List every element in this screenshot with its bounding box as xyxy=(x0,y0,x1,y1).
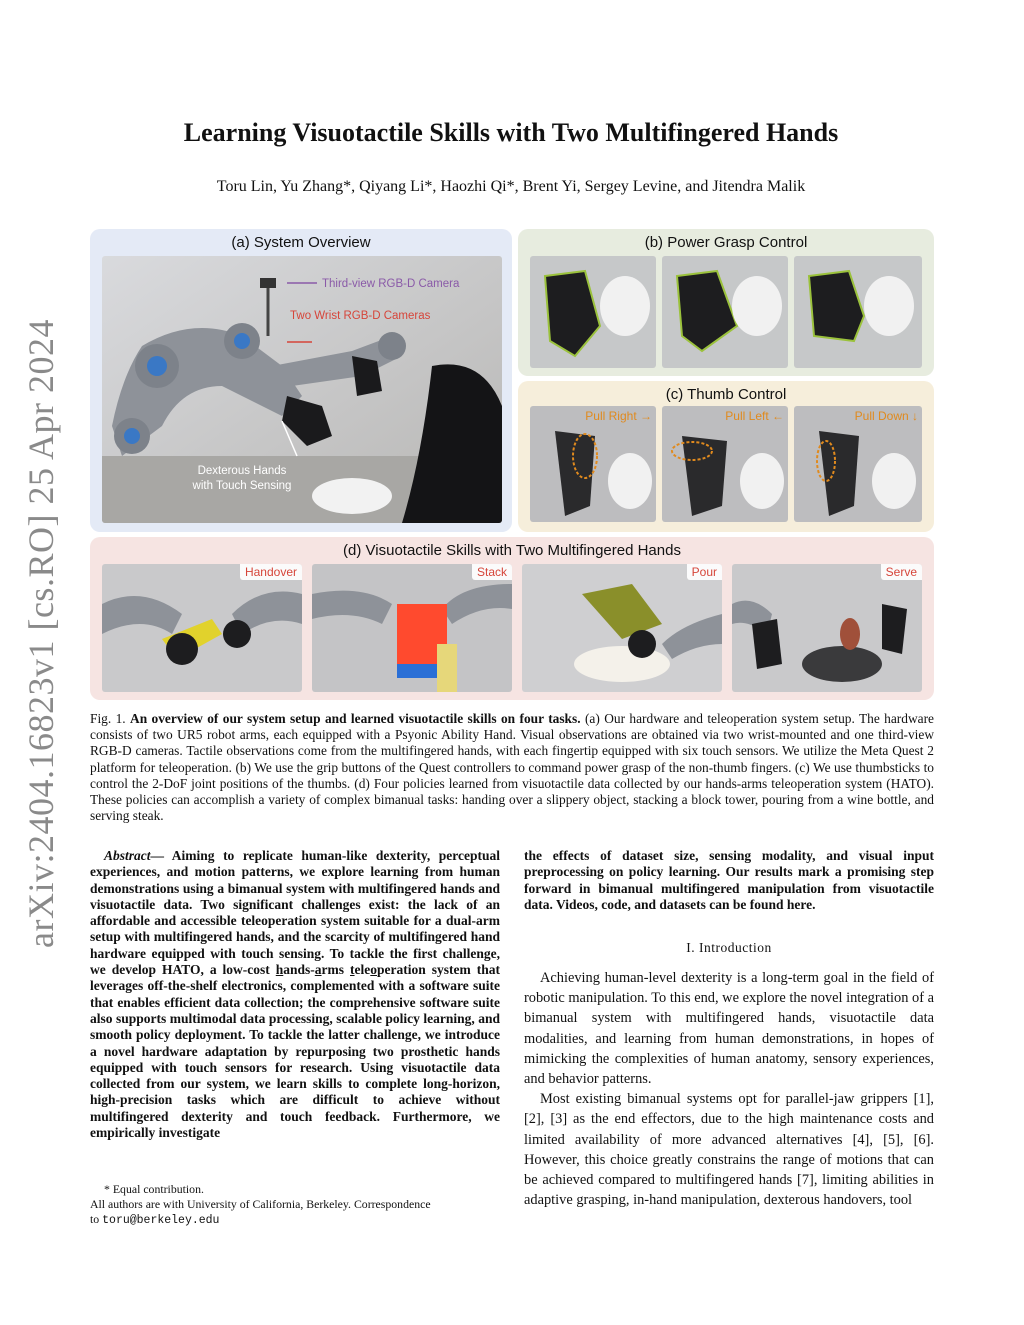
footnote-email[interactable]: toru@berkeley.edu xyxy=(102,1214,220,1227)
panel-b-title: (b) Power Grasp Control xyxy=(644,234,808,251)
thumb-photo-2 xyxy=(662,406,788,522)
footnote-equal: * Equal contribution. xyxy=(104,1182,204,1196)
tag-pull-left: Pull Left ← xyxy=(725,409,784,423)
caption-text: (a) Our hardware and teleoperation system setup. The hardware consists of two UR5 robot arms, each equipped with a Psyonic Ability Hand. Visual observations are obtained via two wrist-mounted and one third-view RGB-D cameras. Tactile observations come from the multifingered hands, with each fingertip equipped with six touch sensors. We utilize the Meta Quest 2 platform for teleoperation. (b) We use the grip buttons of the Quest controllers to command power grasp of the non-thumb fingers. (c) We use thumbsticks to control the 2-DoF joint positions of the thumbs. (d) Four policies learned from visuotactile data collected by our hands-arms teleoperation system (HATO). These policies can accomplish a variety of complex bimanual tasks: handing over a slippery object, stacking a block tower, pouring from a wine bottle, and serving steak. xyxy=(90,711,934,824)
tag-stack: Stack xyxy=(472,564,512,580)
tag-pull-right: Pull Right → xyxy=(585,409,652,423)
power-grasp-photo-2 xyxy=(662,256,788,368)
tag-pull-down: Pull Down ↓ xyxy=(854,409,918,423)
hato-o: o xyxy=(370,962,378,978)
hato-rms: rms xyxy=(321,962,351,978)
panel-power-grasp xyxy=(518,229,934,376)
abstract-part1: Aiming to replicate human-like dexterity, perceptual experiences, and motion patterns, we explore learning from human demonstrations using a bimanual system with multifingered hands and visuotactile data. Two significant challenges exist: the lack of an affordable and accessible teleoperation system suitable for a dual-arm setup with multifingered hands, and the scarcity of multifingered hand hardware equipped with touch sensing. To tackle the first challenge, we develop HATO, a low-cost xyxy=(90,848,500,978)
panel-c-title: (c) Thumb Control xyxy=(665,386,787,403)
skill-handover-photo xyxy=(102,564,302,692)
section-heading: I. Introduction xyxy=(686,940,772,955)
label-wrist-cameras: Two Wrist RGB-D Cameras xyxy=(290,310,431,322)
hato-t: t xyxy=(350,962,355,978)
tag-pour: Pour xyxy=(687,564,722,580)
abstract-dash: — xyxy=(150,848,165,863)
system-overview-photo xyxy=(102,256,502,523)
skill-stack-photo xyxy=(312,564,512,692)
tag-serve: Serve xyxy=(881,564,922,580)
panel-d-title: (d) Visuotactile Skills with Two Multifingered Hands xyxy=(343,542,681,559)
thumb-photo-1 xyxy=(530,406,656,522)
panel-a-title: (a) System Overview xyxy=(231,234,371,251)
caption-label: Fig. 1. xyxy=(90,711,126,726)
caption-bold: An overview of our system setup and learned visuotactile skills on four tasks. xyxy=(130,711,581,726)
hato-ands: ands- xyxy=(283,962,315,978)
abstract-label: Abstract xyxy=(104,848,151,863)
panel-visuotactile-skills xyxy=(90,537,934,700)
intro-paragraph-1: Achieving human-level dexterity is a long-term goal in the field of robotic manipulation. To this end, we explore the novel integration of a bimanual system with multifingered hands, visuotactile data modalities, and learning from human demonstrations, in hopes of mimicking the complexities of human anatomy, sensory experiences, and behavior patterns. xyxy=(524,970,934,1088)
label-dexterous-hands-2: with Touch Sensing xyxy=(192,480,292,492)
power-grasp-photo-1 xyxy=(530,256,656,368)
panel-system-overview xyxy=(90,229,512,532)
thumb-photo-3 xyxy=(794,406,922,522)
introduction-body xyxy=(524,968,934,1210)
hato-ele: ele xyxy=(354,962,371,978)
hato-a: a xyxy=(314,962,322,978)
label-dexterous-hands-1: Dexterous Hands xyxy=(197,465,287,477)
skill-serve-photo xyxy=(732,564,922,692)
footnote-to: to xyxy=(90,1212,103,1226)
paper-title: Learning Visuotactile Skills with Two Multifingered Hands xyxy=(183,118,839,147)
tag-handover: Handover xyxy=(240,564,302,580)
hato-h: h xyxy=(275,962,284,978)
hato-peration: peration xyxy=(377,962,426,978)
footnotes xyxy=(90,1182,500,1228)
abstract-part2: system that leverages off-the-shelf electronics, complemented with a software suite that enables efficient data collection; the comprehensive software suite also supports multimodal data processing, scalable policy learning, and smooth policy deployment. To tackle the latter challenge, we introduce a novel hardware adaptation by repurposing two prosthetic hands equipped with touch sensors for research. Using visuotactile data collected from our system, we learn skills to complete long-horizon, high-precision tasks which are difficult to achieve without multifingered dexterity and touch feedback. Furthermore, we empirically investigate xyxy=(90,962,500,1141)
panel-thumb-control xyxy=(518,381,934,532)
arxiv-stamp: arXiv:2404.16823v1 [cs.RO] 25 Apr 2024 xyxy=(21,319,61,948)
author-list: Toru Lin, Yu Zhang*, Qiyang Li*, Haozhi Qi*, Brent Yi, Sergey Levine, and Jitendra Malik xyxy=(216,178,806,195)
intro-paragraph-2: Most existing bimanual systems opt for parallel-jaw grippers [1], [2], [3] as the end effectors, due to the high maintenance costs and limited availability of more advanced alternatives [4], [5], [6]. However, this choice greatly constrains the range of motions that can be achieved compared to multifingered hands [7], limiting abilities in adaptive grasping, in-hand manipulation, dexterous handovers, tool xyxy=(524,1091,934,1209)
figure-caption xyxy=(90,711,934,824)
skill-pour-photo xyxy=(522,564,722,692)
abstract-continued: the effects of dataset size, sensing modality, and visual input preprocessing on policy learning. Our results mark a promising step forward in bimanual multifingered manipulation from visuotactile data. Videos, code, and datasets can be found here. xyxy=(524,848,934,912)
power-grasp-photo-3 xyxy=(794,256,922,368)
abstract xyxy=(90,848,500,1141)
label-third-view-camera: Third-view RGB-D Camera xyxy=(322,278,460,290)
footnote-affiliation: All authors are with University of California, Berkeley. Correspondence xyxy=(90,1197,431,1211)
